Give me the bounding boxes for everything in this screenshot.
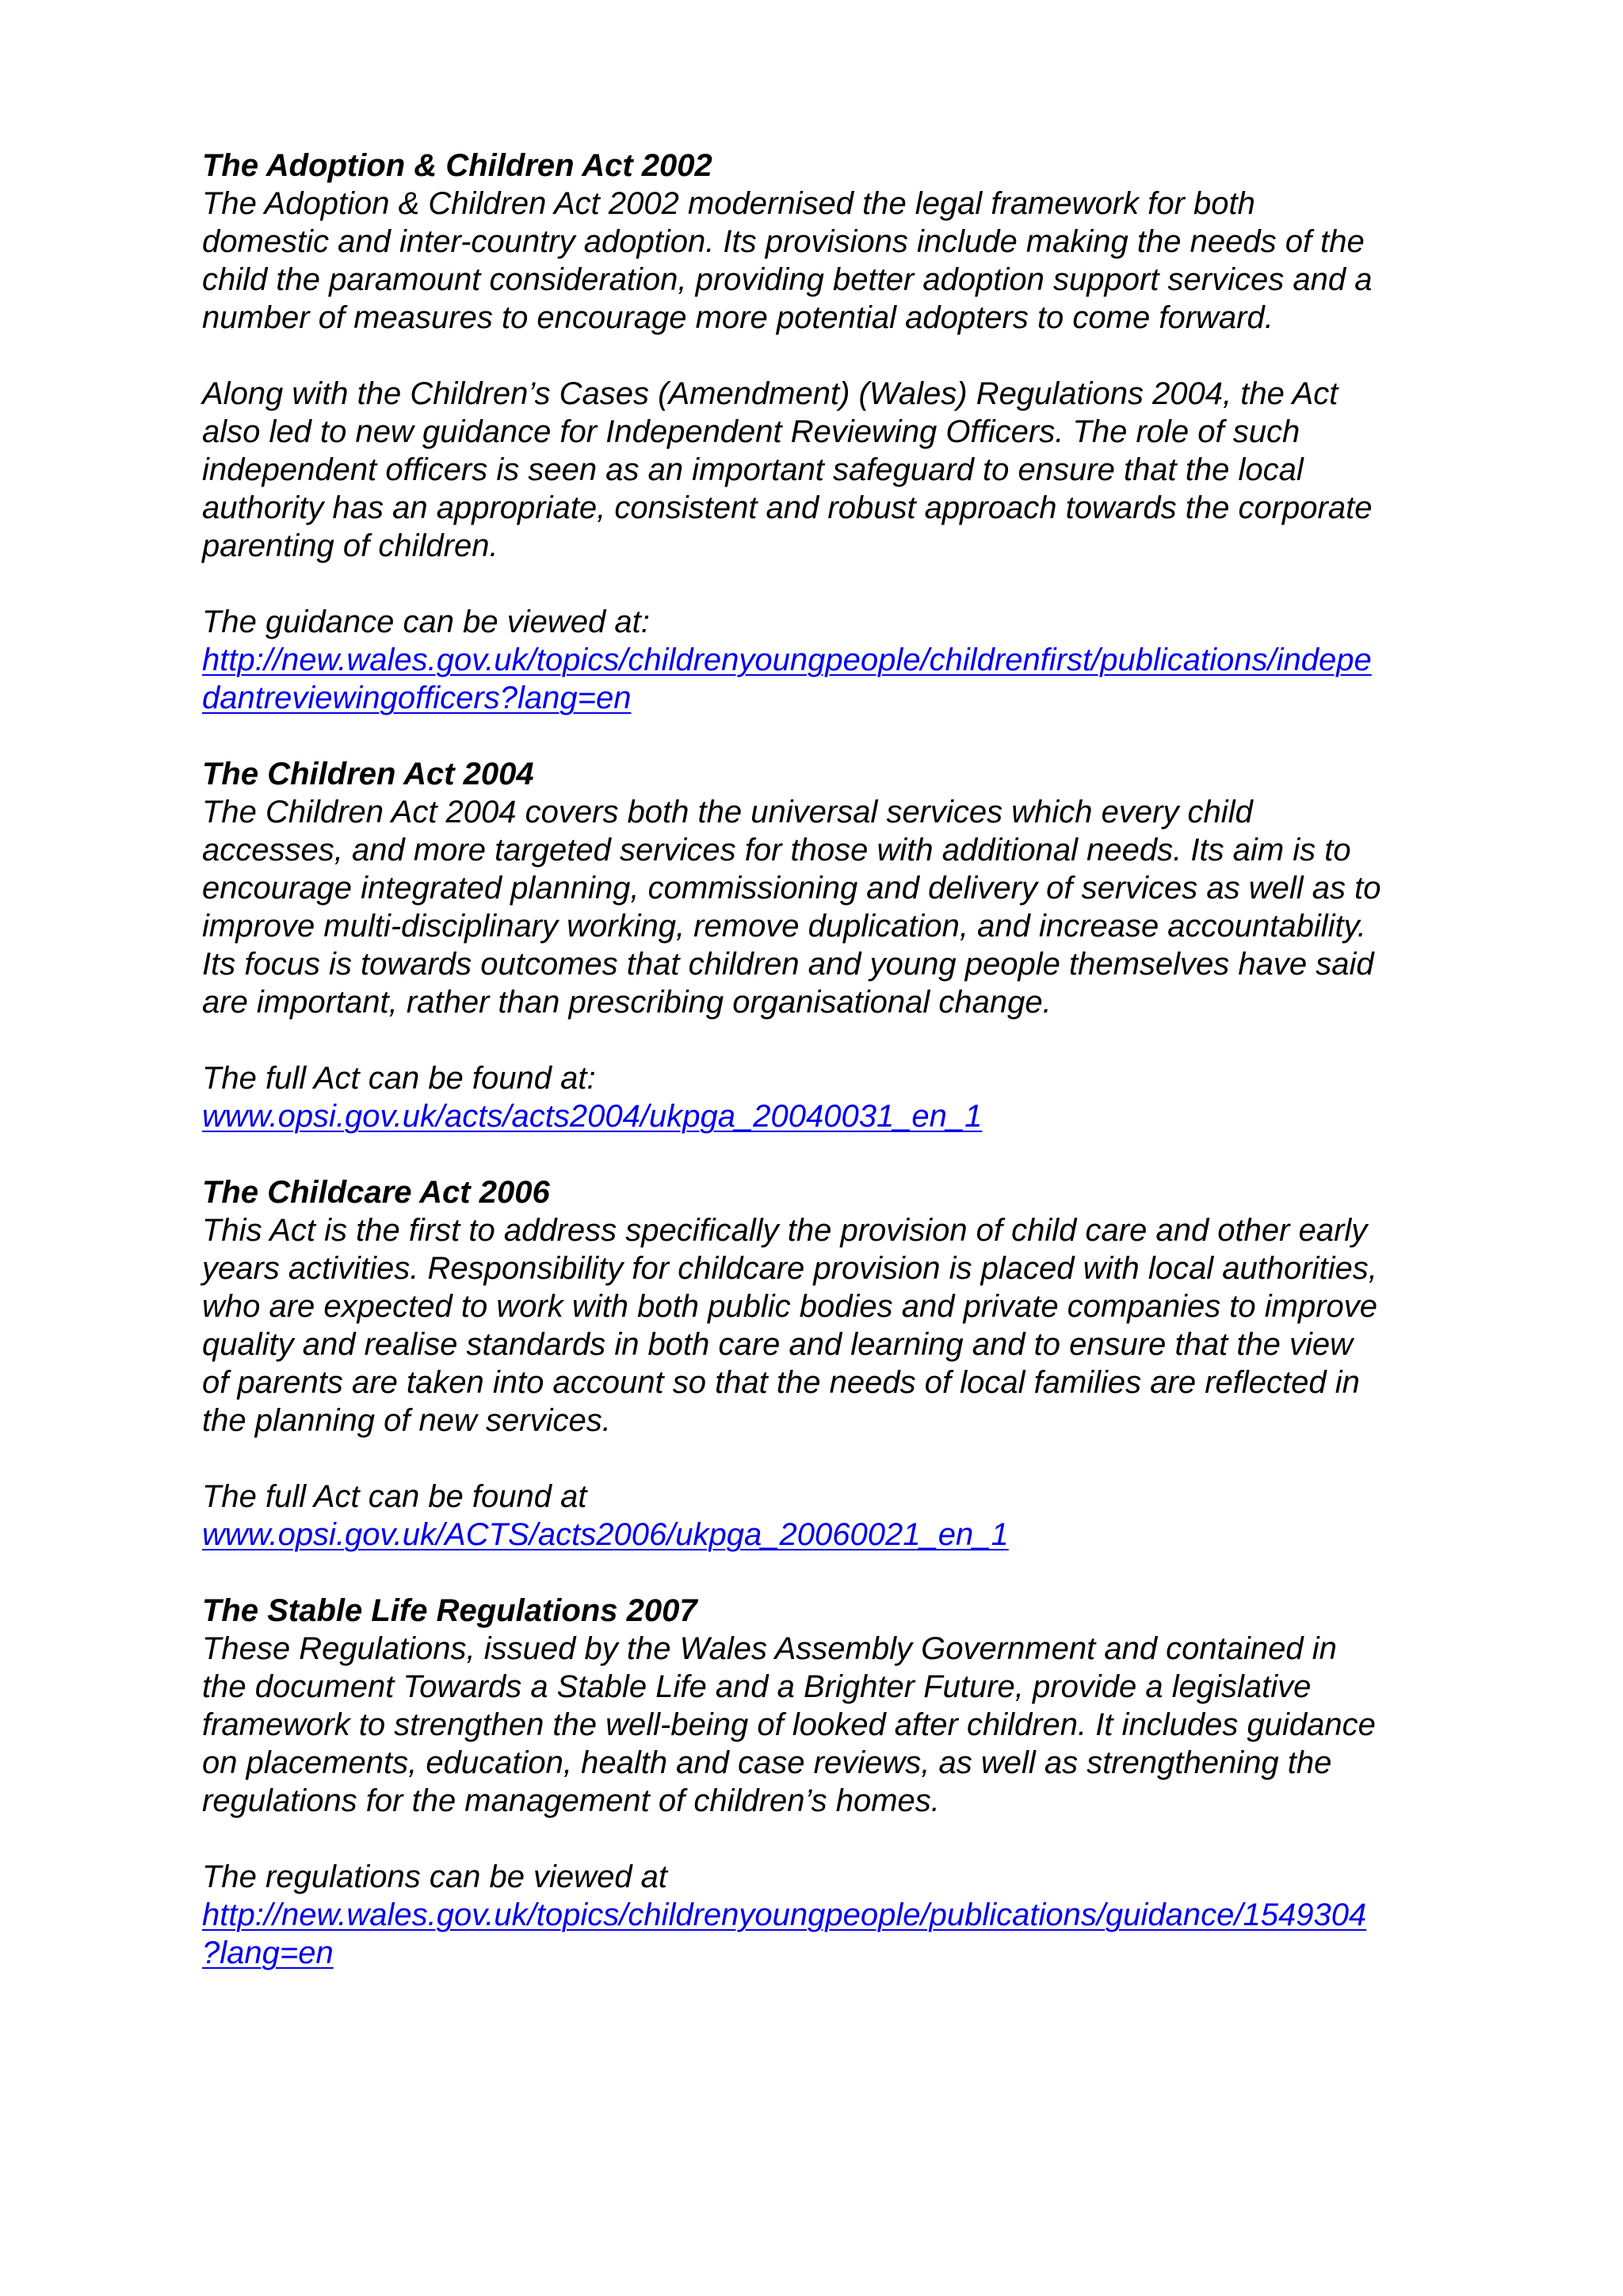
text-line: the planning of new services. — [202, 1403, 611, 1438]
childcare-act-2006-link[interactable] — [202, 1516, 1438, 1554]
link-line: dantreviewingofficers?lang=en — [202, 681, 632, 715]
text-line: number of measures to encourage more potential adopters to come forward. — [202, 300, 1274, 335]
section-paragraph — [202, 793, 1438, 1021]
section-heading: The Stable Life Regulations 2007 — [202, 1593, 697, 1628]
link-intro: The guidance can be viewed at: — [202, 605, 650, 639]
text-line: This Act is the first to address specifically the provision of child care and other early — [202, 1213, 1368, 1248]
link-line: http://new.wales.gov.uk/topics/childrenyoungpeople/publications/guidance/1549304 — [202, 1897, 1367, 1932]
paragraph-gap — [202, 1820, 1438, 1858]
text-line: quality and realise standards in both care and learning and to ensure that the view — [202, 1327, 1354, 1362]
section-paragraph — [202, 185, 1438, 337]
text-line: parenting of children. — [202, 528, 498, 563]
text-line: are important, rather than prescribing organisational change. — [202, 985, 1052, 1020]
text-line: years activities. Responsibility for childcare provision is placed with local authorities, — [202, 1251, 1377, 1286]
section-gap — [202, 1554, 1438, 1592]
text-line: on placements, education, health and case reviews, as well as strengthening the — [202, 1745, 1332, 1780]
paragraph-gap — [202, 565, 1438, 603]
text-line: who are expected to work with both public bodies and private companies to improve — [202, 1289, 1378, 1324]
text-line: improve multi-disciplinary working, remove duplication, and increase accountability. — [202, 909, 1366, 944]
text-line: authority has an appropriate, consistent and robust approach towards the corporate — [202, 490, 1373, 525]
text-line: regulations for the management of children’s homes. — [202, 1783, 940, 1818]
section-children-act-2004 — [202, 755, 1438, 1173]
text-line: domestic and inter-country adoption. Its provisions include making the needs of the — [202, 224, 1365, 259]
text-line: child the paramount consideration, providing better adoption support services and a — [202, 262, 1373, 297]
section-adoption-act — [202, 147, 1438, 755]
text-line: framework to strengthen the well-being of looked after children. It includes guidance — [202, 1707, 1376, 1742]
children-act-2004-link[interactable] — [202, 1097, 1438, 1135]
text-line: also led to new guidance for Independent Reviewing Officers. The role of such — [202, 414, 1300, 449]
section-childcare-act-2006 — [202, 1173, 1438, 1592]
section-paragraph — [202, 1630, 1438, 1820]
text-line: of parents are taken into account so that the needs of local families are reflected in — [202, 1365, 1360, 1400]
text-line: the document Towards a Stable Life and a Brighter Future, provide a legislative — [202, 1669, 1312, 1704]
link-line: ?lang=en — [202, 1936, 334, 1970]
section-gap — [202, 717, 1438, 755]
link-line: www.opsi.gov.uk/ACTS/acts2006/ukpga_20060021_en_1 — [202, 1517, 1009, 1552]
section-gap — [202, 1135, 1438, 1173]
text-line: encourage integrated planning, commissioning and delivery of services as well as to — [202, 871, 1381, 906]
text-line: accesses, and more targeted services for those with additional needs. Its aim is to — [202, 833, 1351, 868]
paragraph-gap — [202, 1440, 1438, 1478]
text-line: Along with the Children’s Cases (Amendment) (Wales) Regulations 2004, the Act — [202, 376, 1338, 411]
section-heading: The Childcare Act 2006 — [202, 1175, 550, 1210]
section-heading: The Adoption & Children Act 2002 — [202, 148, 712, 183]
document-page — [202, 147, 1438, 1972]
link-line: www.opsi.gov.uk/acts/acts2004/ukpga_20040031_en_1 — [202, 1099, 983, 1134]
text-line: The Adoption & Children Act 2002 modernised the legal framework for both — [202, 186, 1255, 221]
link-intro: The full Act can be found at: — [202, 1061, 596, 1096]
paragraph-gap — [202, 337, 1438, 375]
paragraph-gap — [202, 1021, 1438, 1059]
text-line: The Children Act 2004 covers both the universal services which every child — [202, 795, 1253, 830]
text-line: Its focus is towards outcomes that children and young people themselves have said — [202, 947, 1374, 982]
text-line: These Regulations, issued by the Wales Assembly Government and contained in — [202, 1631, 1337, 1666]
section-heading: The Children Act 2004 — [202, 757, 534, 791]
text-line: independent officers is seen as an important safeguard to ensure that the local — [202, 452, 1304, 487]
link-intro: The regulations can be viewed at — [202, 1859, 668, 1894]
section-paragraph — [202, 375, 1438, 565]
section-stable-life-regulations — [202, 1592, 1438, 1972]
guidance-link[interactable] — [202, 641, 1438, 717]
section-paragraph — [202, 1211, 1438, 1440]
link-intro: The full Act can be found at — [202, 1479, 587, 1514]
stable-life-regulations-link[interactable] — [202, 1896, 1438, 1972]
link-line: http://new.wales.gov.uk/topics/childrenyoungpeople/childrenfirst/publications/indepe — [202, 643, 1372, 677]
